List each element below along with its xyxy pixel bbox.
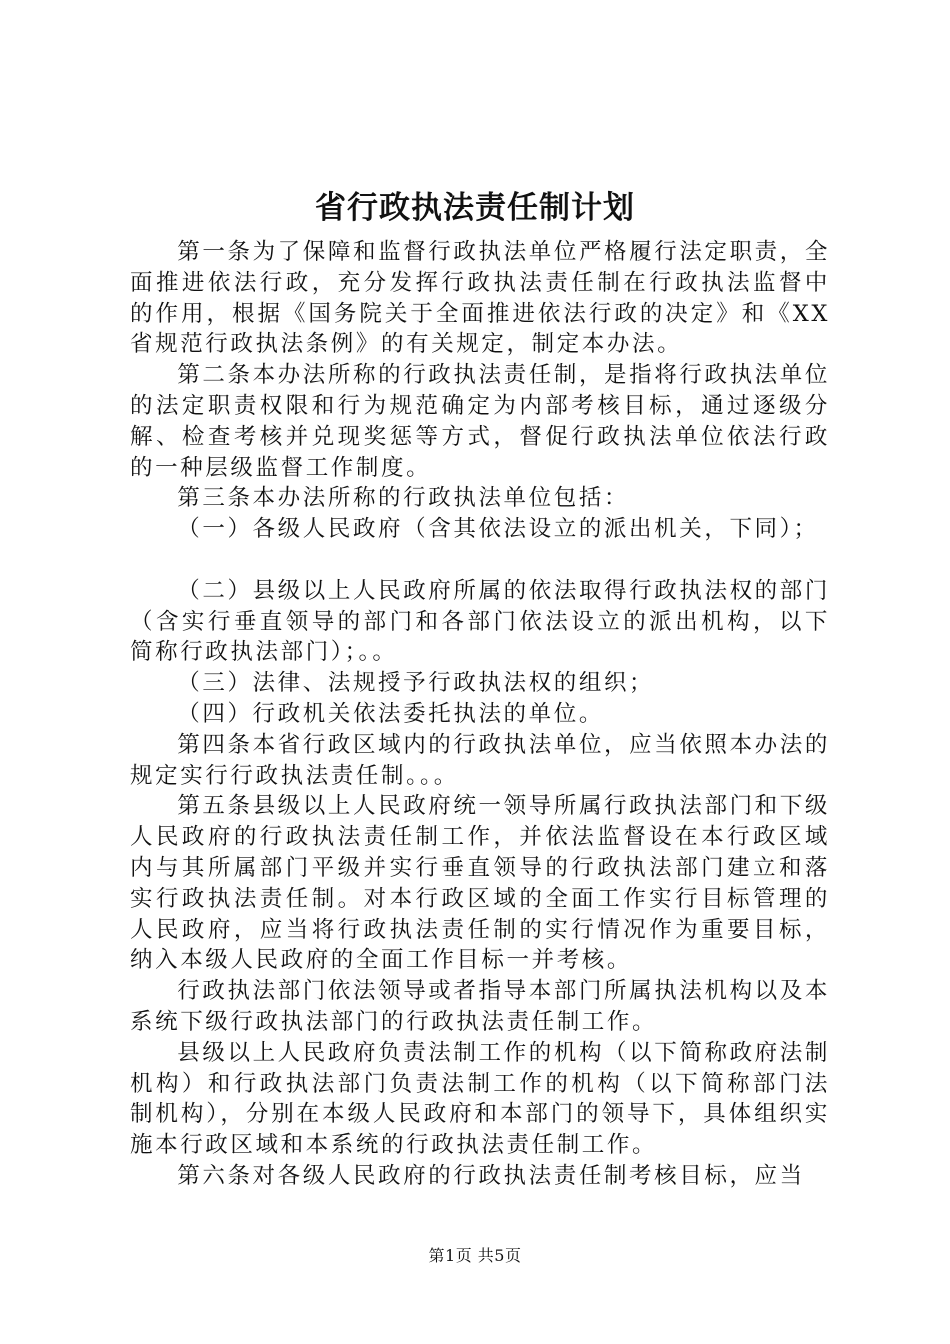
page-number-footer: 第1页 共5页: [428, 1246, 522, 1265]
article-5-paragraph-2: 行政执法部门依法领导或者指导本部门所属执法机构以及本系统下级行政执法部门的行政执法责任制工作。: [130, 978, 830, 1035]
article-2-paragraph: 第二条本办法所称的行政执法责任制，是指将行政执法单位的法定职责权限和行为规范确定为内部考核目标，通过逐级分解、检查考核并兑现奖惩等方式，督促行政执法单位依法行政的一种层级监督工作制度。: [130, 362, 830, 481]
list-item-4: （四）行政机关依法委托执法的单位。: [177, 700, 604, 727]
list-item-1: （一）各级人民政府（含其依法设立的派出机关，下同）；: [177, 516, 819, 543]
document-body: [130, 237, 830, 1192]
article-4-paragraph: 第四条本省行政区域内的行政执法单位，应当依照本办法的规定实行行政执法责任制。。。: [130, 731, 830, 789]
article-5-paragraph-3: 县级以上人民政府负责法制工作的机构（以下简称政府法制机构）和行政执法部门负责法制工作的机构（以下简称部门法制机构），分别在本级人民政府和本部门的领导下，具体组织实施本行政区域和本系统的行政执法责任制工作。: [130, 1039, 830, 1159]
article-6-paragraph: 第六条对各级人民政府的行政执法责任制考核目标，应当: [177, 1162, 805, 1189]
list-item-2: （二）县级以上人民政府所属的依法取得行政执法权的部门（含实行垂直领导的部门和各部门依法设立的派出机构，以下简称行政执法部门）；。。: [130, 577, 830, 666]
article-5-paragraph: 第五条县级以上人民政府统一领导所属行政执法部门和下级人民政府的行政执法责任制工作，并依法监督设在本行政区域内与其所属部门平级并实行垂直领导的行政执法部门建立和落实行政执法责任制。对本行政区域的全面工作实行目标管理的人民政府，应当将行政执法责任制的实行情况作为重要目标，纳入本级人民政府的全面工作目标一并考核。: [130, 793, 830, 974]
article-3-paragraph: 第三条本办法所称的行政执法单位包括：: [177, 485, 630, 512]
list-item-3: （三）法律、法规授予行政执法权的组织；: [177, 670, 655, 697]
document-title: 省行政执法责任制计划: [315, 190, 635, 226]
article-1-paragraph: 第一条为了保障和监督行政执法单位严格履行法定职责，全面推进依法行政，充分发挥行政执法责任制在行政执法监督中的作用，根据《国务院关于全面推进依法行政的决定》和《XX省规范行政执法条例》的有关规定，制定本办法。: [130, 239, 830, 358]
